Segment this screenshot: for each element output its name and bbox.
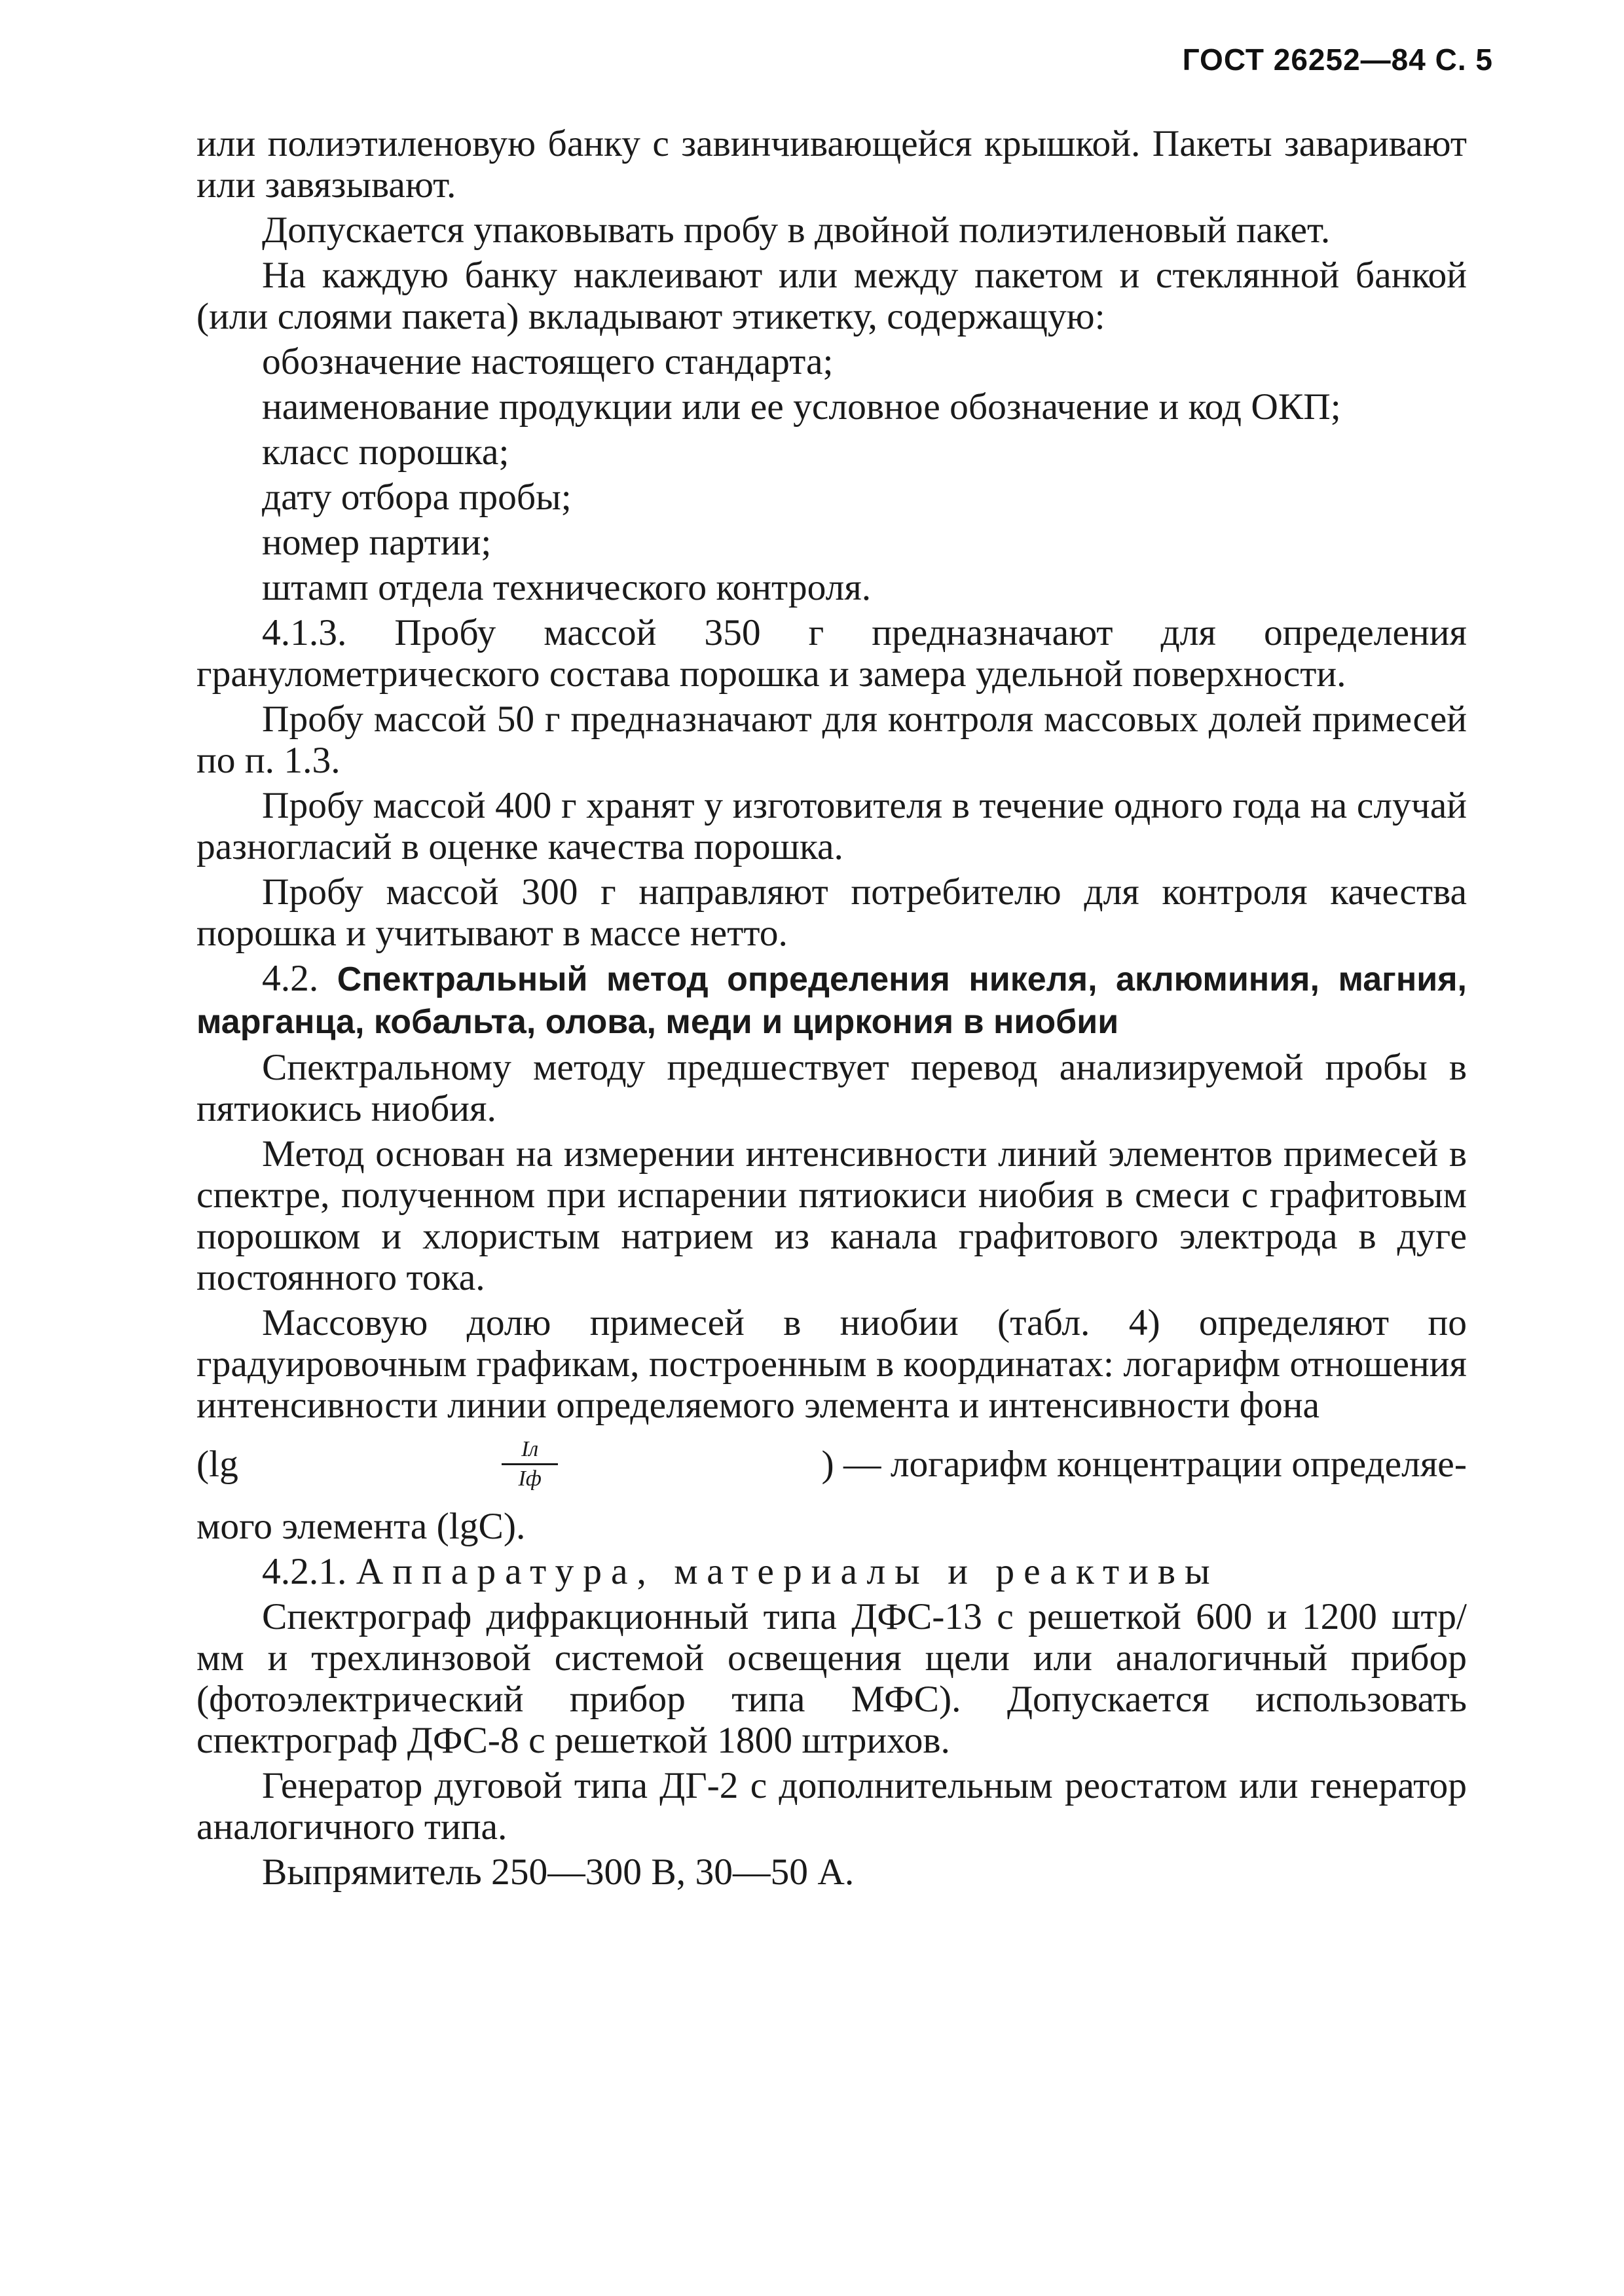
section-4-2-title: Спектральный метод определения никеля, аклюминия, магния, марганца, кобальта, олова, меди и циркония в ниобии [196,960,1467,1041]
document-body [196,123,1467,1897]
list-item-class: класс порошка; [262,431,509,473]
intensity-fraction [502,1437,558,1491]
list-item-product: наименование продукции или ее условное обозначение и код ОКП; [262,386,1341,428]
section-4-2-paragraph-3: Массовую долю примесей в ниобии (табл. 4) определяют по градуировочным графикам, построенным в координатах: логарифм отношения интенсивности линии определяемого элемента и интенсивности фона [196,1302,1467,1426]
section-4-2-1-number: 4.2.1. [262,1551,347,1592]
section-4-2-1-paragraph-2: Генератор дуговой типа ДГ-2 с дополнительным реостатом или генератор аналогичного типа. [196,1765,1467,1848]
paragraph-4-1-3: 4.1.3. Пробу массой 350 г предназначают для определения гранулометрического состава порошка и замера удельной поверхности. [196,612,1467,695]
formula-tail: мого элемента (lgC). [196,1506,526,1547]
fraction-numerator: Iл [502,1437,558,1465]
page-header: ГОСТ 26252—84 С. 5 [1182,43,1493,77]
section-4-2-number: 4.2. [262,958,319,999]
section-4-2-paragraph-1: Спектральному методу предшествует перевод анализируемой пробы в пятиокись ниобия. [196,1047,1467,1129]
list-item-standard: обозначение настоящего стандарта; [262,341,834,382]
section-4-2-heading [196,958,1467,1043]
section-4-2-1-paragraph-1: Спектрограф дифракционный типа ДФС-13 с решеткой 600 и 1200 штр/мм и трехлинзовой системой освещения щели или аналогичный прибор (фотоэлектрический прибор типа МФС). Допускается использовать спектрограф ДФС-8 с решеткой 1800 штрихов. [196,1596,1467,1761]
paragraph-label: На каждую банку наклеивают или между пакетом и стеклянной банкой (или слоями пакета) вкладывают этикетку, содержащую: [196,255,1467,337]
paragraph-continuation: или полиэтиленовую банку с завинчивающейся крышкой. Пакеты заваривают или завязывают. [196,123,1467,206]
formula-line [196,1426,1467,1502]
list-item-batch: номер партии; [262,522,492,563]
formula-open: (lg [196,1443,238,1485]
paragraph-50g: Пробу массой 50 г предназначают для контроля массовых долей примесей по п. 1.3. [196,699,1467,781]
section-4-2-paragraph-2: Метод основан на измерении интенсивности линий элементов примесей в спектре, полученном при испарении пятиокиси ниобия в смеси с графитовым порошком и хлористым натрием из канала графитового электрода в дуге постоянного тока. [196,1133,1467,1298]
paragraph-double-bag: Допускается упаковывать пробу в двойной полиэтиленовый пакет. [262,210,1331,251]
section-4-2-1-paragraph-3: Выпрямитель 250—300 В, 30—50 А. [262,1851,855,1893]
list-item-date: дату отбора пробы; [262,477,572,518]
list-item-stamp: штамп отдела технического контроля. [262,567,872,608]
section-4-2-1-heading [196,1551,1467,1592]
paragraph-400g: Пробу массой 400 г хранят у изготовителя в течение одного года на случай разногласий в оценке качества порошка. [196,785,1467,867]
fraction-denominator: Iф [518,1466,542,1491]
section-4-2-1-title: Аппаратура, материалы и реактивы [356,1551,1219,1592]
paragraph-300g: Пробу массой 300 г направляют потребителю для контроля качества порошка и учитывают в массе нетто. [196,871,1467,954]
formula-close: ) — логарифм концентрации определяе- [821,1443,1467,1485]
